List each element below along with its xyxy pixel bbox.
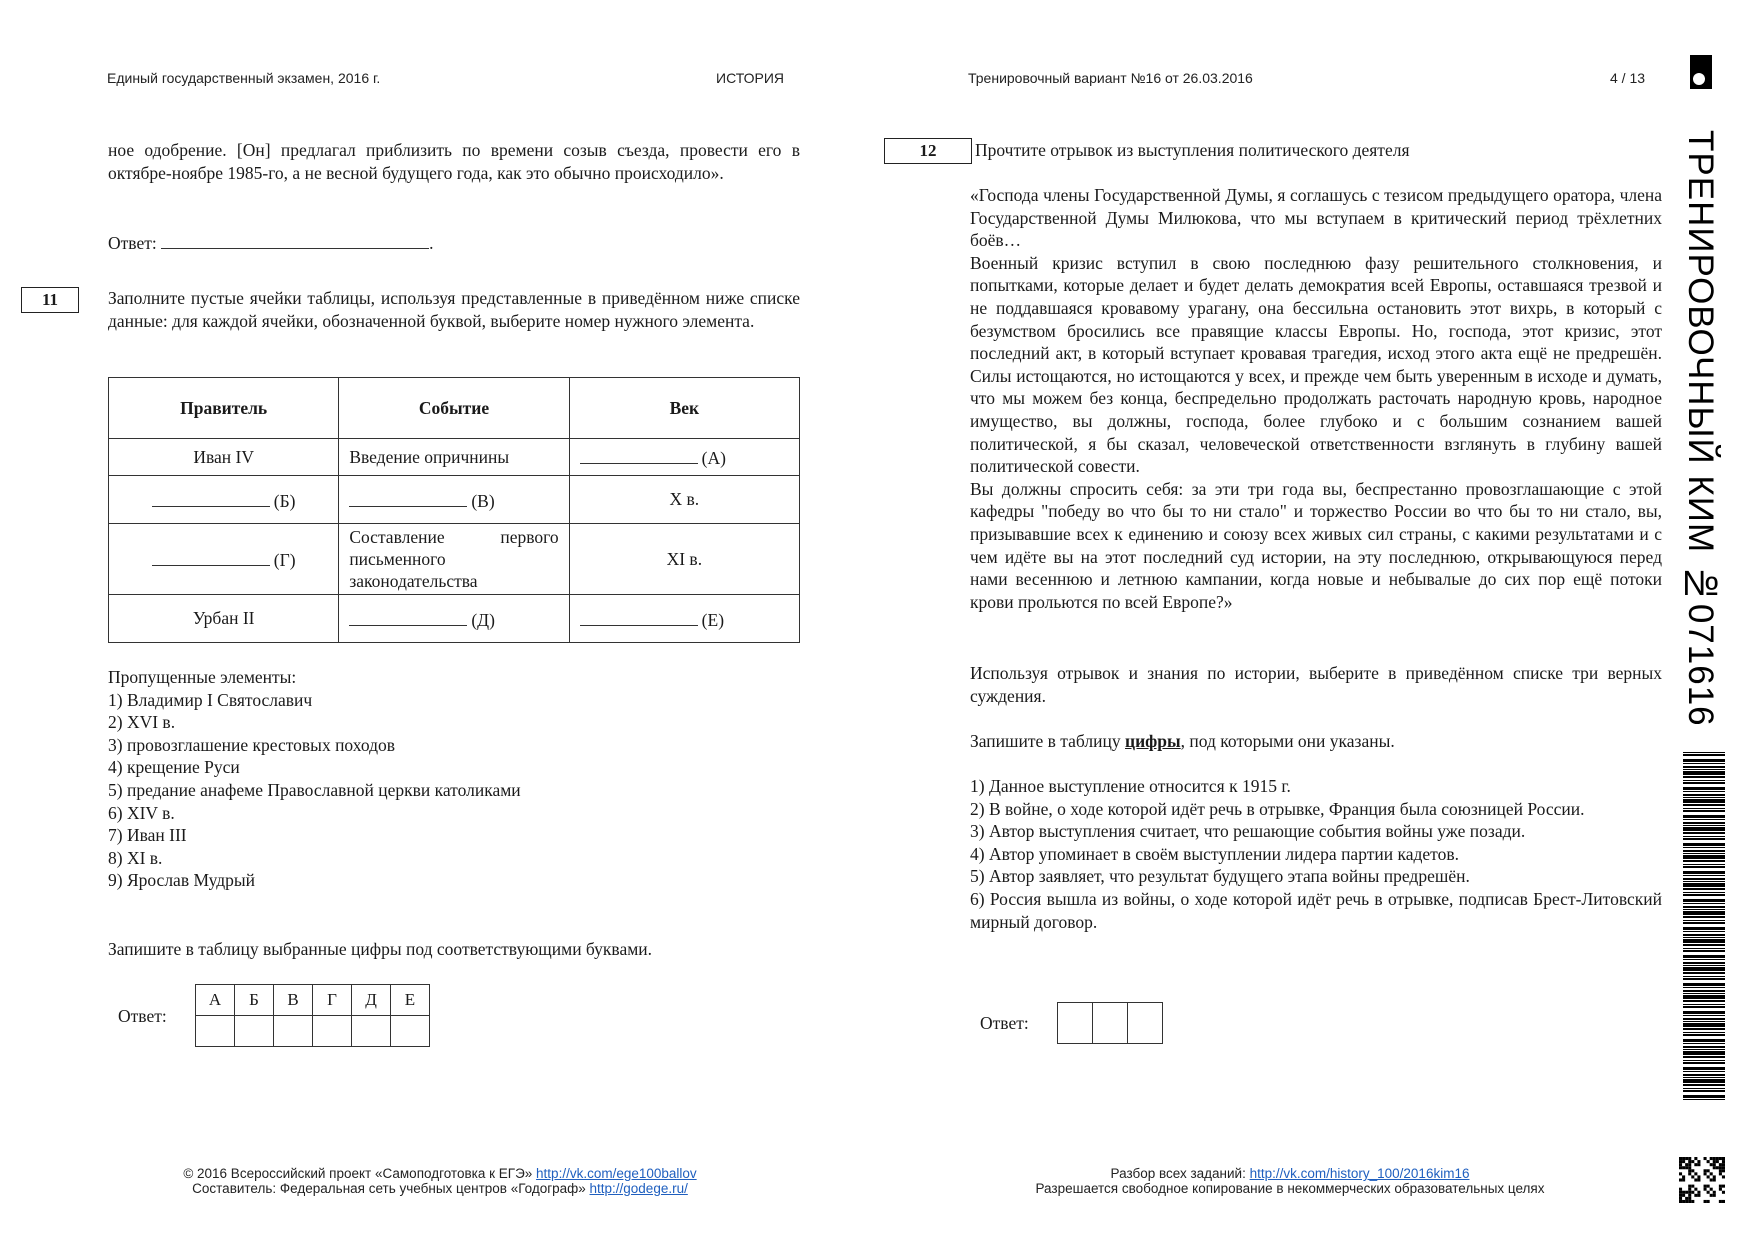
answer-cell[interactable]	[1058, 1003, 1093, 1044]
mark-g: (Г)	[273, 550, 296, 570]
table-header-row	[109, 378, 800, 439]
blank-d[interactable]	[349, 607, 467, 626]
list-item: 2) В войне, о ходе которой идёт речь в отрывке, Франция была союзницей России.	[970, 798, 1585, 819]
list-item: 3) провозглашение крестовых походов	[108, 734, 395, 755]
header-century: Век	[569, 378, 799, 439]
answer-letter: Б	[235, 985, 274, 1016]
footer-link-history[interactable]: http://vk.com/history_100/2016kim16	[1249, 1166, 1470, 1181]
answer-cell[interactable]	[391, 1016, 430, 1047]
table-row	[109, 439, 800, 476]
q12-answer-label: Ответ:	[980, 1013, 1029, 1033]
footer-link-godege[interactable]: http://godege.ru/	[589, 1181, 688, 1196]
cell-event	[339, 476, 569, 524]
list-item: 4) Автор упоминает в своём выступлении лидера партии кадетов.	[970, 843, 1459, 864]
quote-paragraph: Военный кризис вступил в свою последнюю фазу решительного столкновения, и попытками, которые делает и будет делать демократия всей Европы, оставшаяся трезвой и не поддавшаяся кровавому урагану, она бессильна остановить этот вихрь, в который с безумством бросились все правящие классы Европы. Но, господа, этот кризис, этот последний акт, в который вступает кровавая трагедия, исход этого акта ещё не предрешён. Силы истощаются, но истощаются у всех, и прежде чем быть уверенным в исходе и думать, что мы можем без конца, беспредельно продолжать расточать народную кровь, народное имущество, вы должны, господа, более глубоко и с большим сознанием вашей политической, я бы сказал, человеческой ответственности взглянуть в глубину вашей политической совести.	[970, 252, 1662, 477]
list-item: 2) XVI в.	[108, 712, 176, 733]
list-item: 7) Иван III	[108, 825, 187, 846]
cell-ruler	[109, 524, 339, 595]
quote-paragraph: «Господа члены Государственной Думы, я соглашусь с тезисом предыдущего оратора, члена Государственной Думы Милюкова, что мы вступаем в критический период трёхлетних боёв…	[970, 185, 1662, 251]
write-pre: Запишите в таблицу	[970, 731, 1125, 751]
qr-code-icon	[1679, 1157, 1725, 1203]
options-title: Пропущенные элементы:	[108, 667, 297, 687]
header-variant: Тренировочный вариант №16 от 26.03.2016	[968, 70, 1253, 86]
q12-answer-grid	[1057, 1002, 1163, 1044]
cell-event	[339, 595, 569, 643]
answer-label: Ответ:	[108, 233, 162, 253]
answer-letter: А	[196, 985, 235, 1016]
q12-quote	[970, 184, 1662, 613]
answer-dot: .	[429, 233, 434, 253]
footer-right	[990, 1166, 1590, 1196]
q12-write-instruction	[970, 730, 1395, 753]
list-item: 1) Владимир I Святославич	[108, 689, 313, 710]
side-stamp: ТРЕНИРОВОЧНЫЙ КИМ №071616	[1681, 130, 1720, 727]
question-number-12: 12	[884, 138, 972, 164]
answer-letter: В	[274, 985, 313, 1016]
header-page-number: 4 / 13	[1610, 70, 1646, 86]
question-number-11: 11	[21, 287, 79, 313]
footer-copyright: © 2016 Всероссийский проект «Самоподготовка к ЕГЭ»	[183, 1166, 537, 1181]
answer-input[interactable]	[161, 230, 429, 249]
table-row	[109, 524, 800, 595]
q11-options-list	[108, 666, 521, 892]
footer-copy-note: Разрешается свободное копирование в некоммерческих образовательных целях	[1035, 1181, 1545, 1196]
write-post: , под которыми они указаны.	[1180, 731, 1395, 751]
mark-d: (Д)	[471, 609, 495, 630]
q11-answer-grid	[195, 984, 430, 1047]
header-ruler: Правитель	[109, 378, 339, 439]
cell-ruler	[109, 476, 339, 524]
list-item: 5) Автор заявляет, что результат будущего этапа войны предрешён.	[970, 866, 1470, 887]
blank-a[interactable]	[580, 445, 698, 464]
header-subject: ИСТОРИЯ	[716, 70, 785, 86]
answer-letter: Е	[391, 985, 430, 1016]
footer-compiler: Составитель: Федеральная сеть учебных центров «Годограф»	[192, 1181, 590, 1196]
answer-letter: Д	[352, 985, 391, 1016]
q12-task: Используя отрывок и знания по истории, выберите в приведённом списке три верных суждения.	[970, 663, 1662, 706]
footer-analysis: Разбор всех заданий:	[1110, 1166, 1250, 1181]
cell-ruler: Иван IV	[109, 439, 339, 476]
list-item: 4) крещение Руси	[108, 757, 240, 778]
mark-e: (Е)	[701, 609, 725, 630]
quote-paragraph: Вы должны спросить себя: за эти три года вы, беспрестанно провозглашающие с этой кафедры "победу во что бы то ни стало" и торжество России во что бы то ни стало, вы, призывавшие всех к единению и союзу всех живых сил страны, с какими результатами и с чем идёте вы на этот последний суд истории, на эту последнюю, открывающуюся перед нами весеннюю и летнюю кампании, когда новые и небывалые до сих пор ещё потоки крови прольются по всей Европе?»	[970, 478, 1662, 612]
barcode-icon	[1683, 752, 1725, 1102]
blank-b[interactable]	[152, 488, 270, 507]
list-item: 1) Данное выступление относится к 1915 г.	[970, 776, 1291, 796]
answer-cell[interactable]	[274, 1016, 313, 1047]
cell-event: Введение опричнины	[339, 439, 569, 476]
table-row	[109, 476, 800, 524]
blank-g[interactable]	[152, 547, 270, 566]
cell-ruler: Урбан II	[109, 595, 339, 643]
list-item: 6) XIV в.	[108, 802, 175, 823]
q11-answer-label: Ответ:	[118, 1006, 167, 1026]
list-item: 5) предание анафеме Православной церкви католиками	[108, 779, 521, 800]
answer-letter: Г	[313, 985, 352, 1016]
q10-continuation: ное одобрение. [Он] предлагал приблизить по времени созыв съезда, провести его в октябре-ноябре 1985-го, а не весной будущего года, как это обычно происходило».	[108, 140, 800, 183]
cell-century	[569, 439, 799, 476]
q10-answer-line	[108, 230, 433, 255]
blank-e[interactable]	[580, 607, 698, 626]
header-exam: Единый государственный экзамен, 2016 г.	[107, 70, 381, 86]
footer-left	[120, 1166, 760, 1196]
table-row	[109, 595, 800, 643]
list-item: 9) Ярослав Мудрый	[108, 870, 256, 891]
write-bold: цифры	[1125, 731, 1181, 751]
list-item: 8) XI в.	[108, 847, 163, 868]
answer-cell[interactable]	[235, 1016, 274, 1047]
q12-title: Прочтите отрывок из выступления политического деятеля	[975, 140, 1410, 160]
answer-cell[interactable]	[196, 1016, 235, 1047]
answer-cell[interactable]	[352, 1016, 391, 1047]
q11-write-instruction: Запишите в таблицу выбранные цифры под соответствующими буквами.	[108, 939, 653, 959]
blank-v[interactable]	[349, 488, 467, 507]
corner-marker-icon	[1690, 55, 1712, 89]
mark-a: (А)	[701, 448, 726, 468]
answer-cell[interactable]	[1128, 1003, 1163, 1044]
q11-table	[108, 377, 800, 643]
list-item: 3) Автор выступления считает, что решающие события войны уже позади.	[970, 821, 1526, 842]
q11-instruction: Заполните пустые ячейки таблицы, используя представленные в приведённом ниже списке данные: для каждой ячейки, обозначенной буквой, выберите номер нужного элемента.	[108, 288, 800, 331]
cell-century: XI в.	[569, 524, 799, 595]
cell-century	[569, 595, 799, 643]
header-event: Событие	[339, 378, 569, 439]
cell-event: Составление первого письменного законодательства	[339, 524, 569, 595]
answer-cell[interactable]	[313, 1016, 352, 1047]
mark-v: (В)	[471, 490, 495, 511]
cell-century: X в.	[569, 476, 799, 524]
list-item: 6) Россия вышла из войны, о ходе которой идёт речь в отрывке, подписав Брест-Литовский мирный договор.	[970, 888, 1662, 932]
q12-statements	[970, 775, 1662, 933]
mark-b: (Б)	[273, 490, 296, 511]
answer-cell[interactable]	[1093, 1003, 1128, 1044]
footer-link-vk[interactable]: http://vk.com/ege100ballov	[536, 1166, 697, 1181]
